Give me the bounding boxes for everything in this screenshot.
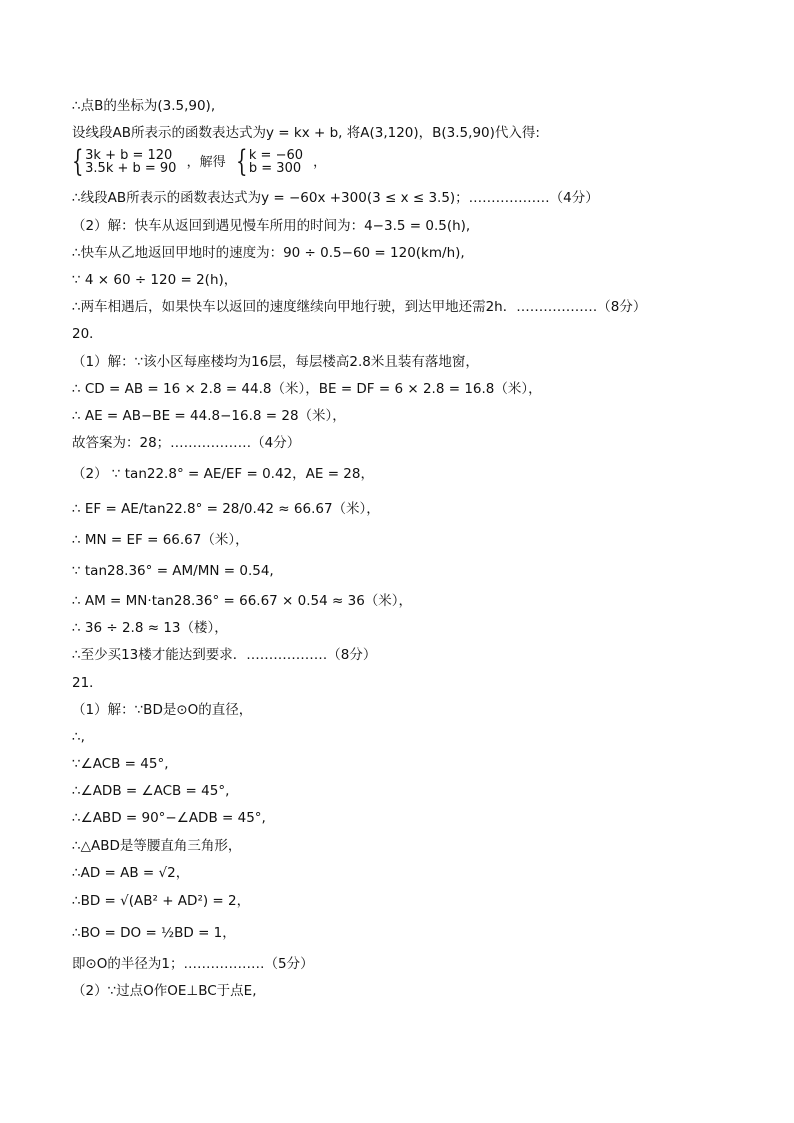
- text-line-5: ∴快车从乙地返回甲地时的速度为：90 ÷ 0.5−60 = 120(km/h),: [72, 245, 465, 261]
- text-line-26: ∴BD = √(AB² + AD²) = 2，: [72, 893, 251, 909]
- solution-1: k = −60: [248, 148, 304, 163]
- text-line-3: ∴线段AB所表示的函数表达式为y = −60x +300(3 ≤ x ≤ 3.5)；………………（4分）: [72, 190, 599, 206]
- text-line-19: （1）解：∵BD是⊙O的直径，: [72, 702, 253, 718]
- text-line-7: ∴两车相遇后，如果快车以返回的速度继续向甲地行驶，到达甲地还需2h．………………（8分）: [72, 299, 647, 315]
- solution-2: b = 300: [248, 161, 302, 176]
- text-line-18: ∴至少买13楼才能达到要求．………………（8分）: [72, 647, 377, 663]
- question-number-21: 21．: [72, 675, 103, 691]
- equations: [85, 149, 176, 175]
- text-line-9: ∴ CD = AB = 16 × 2.8 = 44.8（米），BE = DF = 6 × 2.8 = 16.8（米），: [72, 381, 542, 397]
- question-number-20: 20．: [72, 326, 103, 342]
- text-line-2: 设线段AB所表示的函数表达式为y = kx + b, 将A(3,120)，B(3.5,90)代入得:: [72, 125, 540, 141]
- equation-2: 3.5k + b = 90: [85, 161, 177, 176]
- text-line-20: ∴,: [72, 729, 85, 745]
- text-line-13: ∴ EF = AE/tan22.8° = 28/0.42 ≈ 66.67（米），: [72, 501, 380, 517]
- text-line-11: 故答案为：28；………………（4分）: [72, 435, 301, 451]
- solve-label: ，解得: [186, 154, 226, 170]
- text-line-22: ∴∠ADB = ∠ACB = 45°,: [72, 783, 230, 799]
- text-line-8: （1）解：∵该小区每座楼均为16层，每层楼高2.8米且装有落地窗，: [72, 354, 479, 370]
- text-line-17: ∴ 36 ÷ 2.8 ≈ 13（楼），: [72, 620, 228, 636]
- text-line-27: ∴BO = DO = ½BD = 1，: [72, 925, 236, 941]
- text-line-28: 即⊙O的半径为1；………………（5分）: [72, 956, 314, 972]
- text-line-12: （2） ∵ tan22.8° = AE/EF = 0.42，AE = 28，: [72, 466, 374, 482]
- text-line-21: ∵∠ACB = 45°,: [72, 756, 169, 772]
- text-line-29: （2）∵过点O作OE⊥BC于点E,: [72, 983, 257, 999]
- text-line-15: ∵ tan28.36° = AM/MN = 0.54,: [72, 563, 274, 579]
- system-tail: ，: [313, 154, 327, 170]
- text-line-23: ∴∠ABD = 90°−∠ADB = 45°,: [72, 810, 266, 826]
- equation-system: [72, 144, 332, 179]
- text-line-1: ∴点B的坐标为(3.5,90),: [72, 98, 216, 114]
- text-line-14: ∴ MN = EF = 66.67（米），: [72, 532, 249, 548]
- left-brace: {: [72, 144, 84, 179]
- solutions: [249, 149, 303, 175]
- right-brace: {: [235, 144, 248, 179]
- text-line-4: （2）解：快车从返回到遇见慢车所用的时间为：4−3.5 = 0.5(h),: [72, 218, 471, 234]
- text-line-25: ∴AD = AB = √2，: [72, 865, 190, 881]
- text-line-24: ∴△ABD是等腰直角三角形，: [72, 838, 242, 854]
- text-line-6: ∵ 4 × 60 ÷ 120 = 2(h)，: [72, 272, 238, 288]
- text-line-10: ∴ AE = AB−BE = 44.8−16.8 = 28（米），: [72, 408, 346, 424]
- equation-1: 3k + b = 120: [85, 148, 173, 163]
- text-line-16: ∴ AM = MN·tan28.36° = 66.67 × 0.54 ≈ 36（米），: [72, 593, 413, 609]
